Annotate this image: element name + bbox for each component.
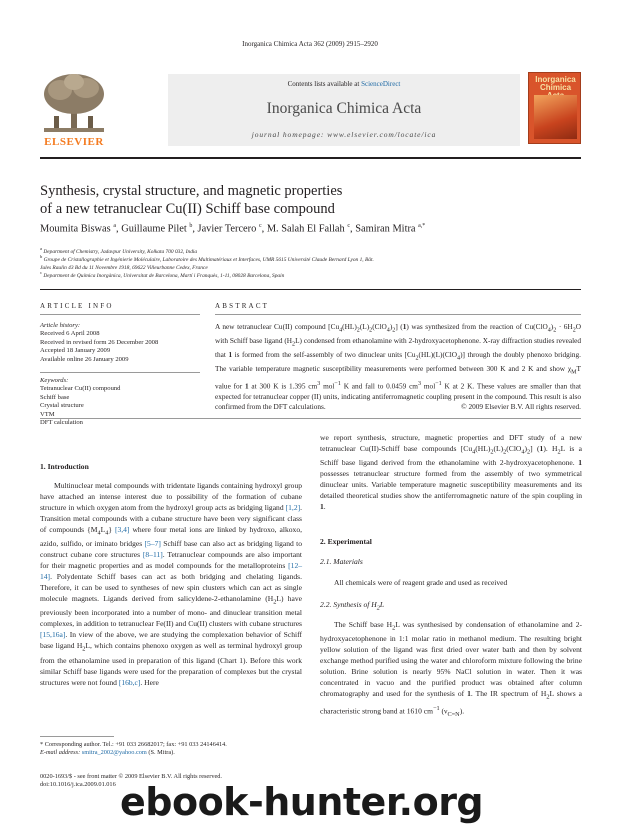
copyright-notice: © 2009 Elsevier B.V. All rights reserved.: [461, 402, 581, 411]
author-affil-mark: a: [113, 223, 116, 229]
running-head: Inorganica Chimica Acta 362 (2009) 2915–2920: [242, 40, 378, 48]
issn-line: 0020-1693/$ - see front matter © 2009 Elsevier B.V. All rights reserved.: [40, 773, 222, 780]
abstract-text: A new tetranuclear Cu(II) compound $[Cu_4(HL)_2(L)_2(ClO_4)_2]$ (1) was synthesized from the reaction of $Cu(ClO_4)_2 \cdot 6H_2O$ with Schiff base ligand $(H_2L)$ condensed from ethanolamine with 2-hydroxyacetophenone. X-ray diffraction studies revealed that 1 is formed from the self-assembly of two dinuclear units $[Cu_2(HL)(L)(ClO_4)]$ through the doubly phenoxo bridging. The variable temperature magnetic susceptibility measurements were performed between 300 K and 2 K and show $\chi_MT$ value for 1 at 300 K is 1.395 $cm^3$ mol$^{-1}$ K and fall to 0.0459 $cm^3$ mol$^{-1}$ K at 2 K. These values are smaller than that expected for tetranuclear copper (II) units, indicating antiferromagnetic coupling present in the compound. This result is also confirmed from the DFT calculations.: [215, 322, 582, 412]
synthesis-text: The Schiff base $H_2L$ was synthesised by condensation of ethanolamine and 2-hydroxyacetophenone in 1:1 molar ratio in methanol medium. The resulting bright yellow solution of the ligand was first dried over water bath and then by solvent exchange method purified using the water and chloroform mixture following the brine solution. Brine solution is nearly 95% NaCl solution in water. Then it was concentrated in vacuo and the purified product was obtained after column chromatography and used for the synthesis of 1. The IR spectrum of $H_2L$ shows a characteristic strong band at 1610 $cm^{-1}$ $(\nu_{C=N})$.: [320, 620, 583, 718]
affiliation-mark: b: [40, 254, 43, 259]
synthesis-heading-text: 2.2. Synthesis of H: [320, 600, 377, 609]
keywords-heading: Keywords:: [40, 377, 69, 384]
publisher-wordmark: ELSEVIER: [44, 136, 104, 148]
author-name: Moumita Biswas: [40, 223, 111, 235]
history-item: Received in revised form 26 December 2008: [40, 338, 159, 346]
email-link[interactable]: smitra_2002@yahoo.com: [81, 749, 147, 757]
affiliation: [40, 269, 581, 280]
journal-header-band: [168, 74, 520, 146]
affiliation-text: Groupe de Cristallographie et Ingénierie Moléculaire, Laboratoire des Multimatériaux et Interfaces, UMR 5615 Université Claude Bernard Lyon 1, Bât.: [43, 256, 374, 263]
abstract-heading: ABSTRACT: [215, 302, 270, 310]
affiliation-text: Department of Chemistry, Jadavpur University, Kolkata 700 032, India: [43, 248, 198, 255]
watermark: ebook-hunter.org: [120, 780, 484, 824]
history-heading: Article history:: [40, 322, 81, 329]
article-info-heading: ARTICLE INFO: [40, 302, 114, 310]
author-affil-mark: a,*: [418, 223, 426, 229]
article-history: [40, 322, 200, 364]
email-label: E-mail address:: [40, 749, 82, 757]
keyword: Schiff base: [40, 393, 70, 401]
elsevier-tree-logo-icon: [40, 72, 108, 148]
contents-line: [168, 80, 520, 88]
keyword: VTM: [40, 410, 55, 418]
author-name: Javier Tercero: [197, 223, 257, 235]
affiliation-text: Jules Raulin 43 Bd du 11 Novembre 1918, 69622 Villeurbanne Cedex, France: [40, 264, 208, 271]
corresponding-author-footnote: [40, 741, 300, 758]
author-affil-mark: b: [189, 223, 193, 229]
author-name: Samiran Mitra: [355, 223, 416, 235]
sciencedirect-link[interactable]: ScienceDirect: [361, 80, 401, 88]
journal-title: Inorganica Chimica Acta: [266, 100, 422, 117]
keyword: Crystal structure: [40, 402, 84, 410]
divider: [215, 314, 581, 315]
divider: [40, 418, 581, 419]
synthesis-heading-tail: L: [379, 600, 385, 609]
subsection-heading-materials: 2.1. Materials: [320, 557, 363, 566]
footnote-rule: [40, 736, 114, 737]
contents-prefix: Contents lists available at: [287, 80, 362, 88]
section-heading-experimental: 2. Experimental: [320, 537, 372, 546]
keyword: Tetranuclear Cu(II) compound: [40, 385, 121, 393]
subsection-heading-synthesis: [320, 600, 384, 612]
history-item: Received 6 April 2008: [40, 330, 100, 338]
email-line: [40, 749, 300, 757]
divider: [40, 314, 200, 315]
section-heading-introduction: 1. Introduction: [40, 462, 89, 471]
journal-masthead: [40, 70, 581, 154]
history-item: Accepted 18 January 2009: [40, 347, 111, 355]
divider: [40, 289, 581, 290]
materials-text: [320, 578, 582, 589]
paper-title: [40, 182, 581, 218]
keywords-block: [40, 377, 200, 427]
keyword: DFT calculation: [40, 419, 83, 427]
introduction-text: Multinuclear metal compounds with tridentate ligands containing hydroxyl group have attached an intense interest due to possibility of the formation of cubane structure in which oxygen atom from the hydroxyl group acts as bridging ligand [1,2]. Transition metal compounds with a cubane structure have been very significant class of compounds $\{M_4L_4\}$ [3,4] where four metal ions are linked by hydroxo, alkoxo, azido, sulfido, or iminato bridges [5–7] Schiff base can also act as bridging ligand to construct cubane core structures [8–11]. Tetranuclear compounds are also important for their magnetic properties and as model compounds for the metalloproteins [12–14]. Polydentate Schiff bases can act as both bridging and chelating ligands. Therefore, it can be used to syntheses of new spin clusters which can act as single molecule magnets. Ligands derived from salicyldene-2-ethanolamine $(H_2L)$ have previously been incorporated into a number of mono- and dinuclear transition metal complexes, in addition to tetranuclear Fe(II) and Cu(II) clusters with cubane structures [15,16a]. In view of the above, we are studying the complexation behavior of Schiff base ligand $H_2L$, which contains phenoxo oxygen as well as terminal hydroxyl group from the ethanolamine used in preparation of this ligand (Chart 1). Before this work similar Schiff base ligands were used for the preparation of complexes but the crystal structures were not found [16b,c]. Here: [40, 481, 303, 687]
cover-title: Inorganica Chimica: [535, 75, 576, 92]
title-line-2: of a new tetranuclear Cu(II) Schiff base compound: [40, 201, 335, 217]
author-affil-mark: c: [347, 223, 351, 229]
synthesis-heading-sub: 2: [376, 604, 380, 612]
introduction-continued-text: we report synthesis, structure, magnetic properties and DFT study of a new tetranuclear Cu(II)-Schiff base compounds $[Cu_4(HL)_2(L)_2(ClO_4)_2]$ (1). $H_2L$ is a Schiff base ligand derived from the ethanolamine with 2-hydroxyacetophenone. 1 possesses tetranuclear structure formed from the assembly of two symmetrical dinuclear units. Variable temperature magnetic susceptibility measurements and its detailed theoretical studies show the antiferromagnetic nature of the spin coupling in 1.: [320, 433, 582, 512]
divider: [40, 372, 200, 373]
doi-line[interactable]: doi:10.1016/j.ica.2009.01.016: [40, 781, 116, 789]
corresponding-author-contact: * Corresponding author. Tel.: +91 033 26682017; fax: +91 033 24146414.: [40, 741, 227, 748]
history-item: Available online 26 January 2009: [40, 355, 129, 363]
author-list: Moumita Biswas $^a$, Guillaume Pilet $^b$, Javier Tercero $^c$, M. Salah El Fallah $^c$, Samiran Mitra $^{a,*}$: [40, 223, 426, 235]
author-name: Guillaume Pilet: [121, 223, 187, 235]
cover-artwork: [534, 95, 577, 139]
journal-homepage-link[interactable]: journal homepage: www.elsevier.com/locate/ica: [251, 130, 437, 139]
masthead-rule: [40, 157, 581, 159]
affiliation-text: Department de Química Inorgànica, Universitat de Barcelona, Martí i Franquès, 1-11, 08028 Barcelona, Spain: [43, 272, 285, 279]
author-name: M. Salah El Fallah: [266, 223, 345, 235]
affiliation-mark: c: [40, 270, 42, 275]
title-line-1: Synthesis, crystal structure, and magnetic properties: [40, 183, 343, 199]
journal-cover-image: [528, 72, 581, 144]
email-tail: (S. Mitra).: [146, 749, 175, 757]
author-affil-mark: c: [258, 223, 262, 229]
materials-sentence: All chemicals were of reagent grade and used as received: [334, 578, 508, 587]
affiliation-mark: a: [40, 246, 42, 251]
